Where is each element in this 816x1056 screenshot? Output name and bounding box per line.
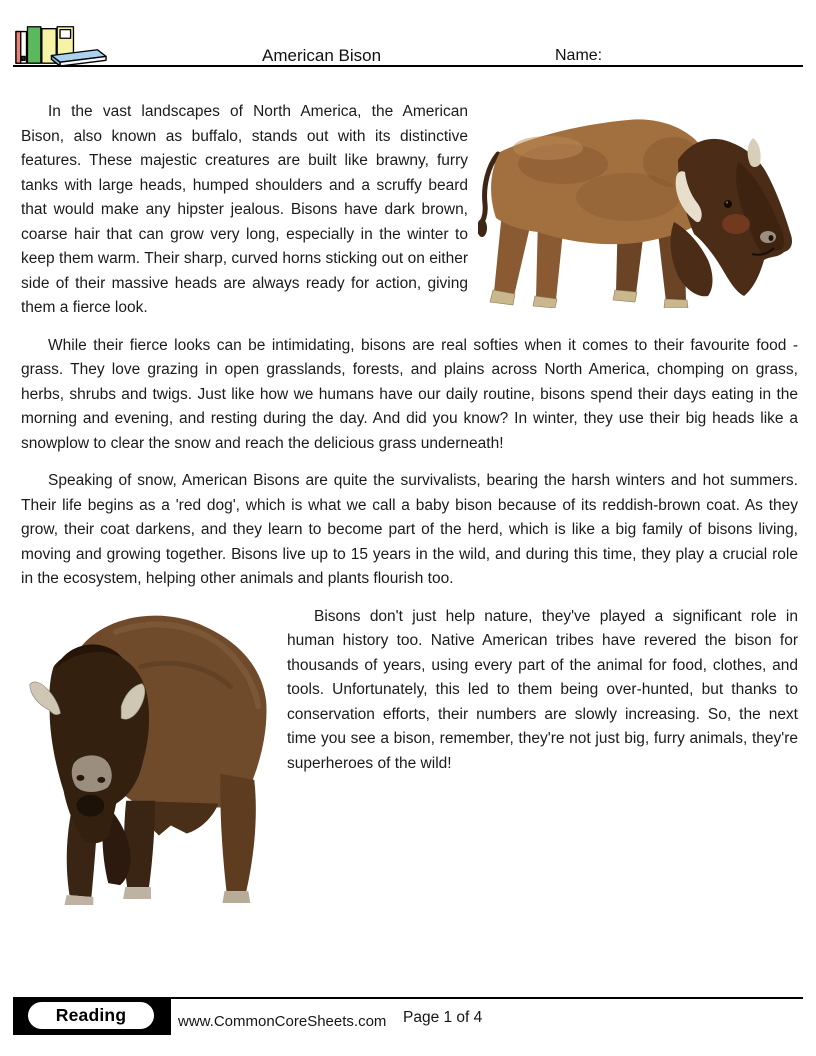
bison-side-graphic bbox=[478, 119, 792, 308]
website-link[interactable]: www.CommonCoreSheets.com bbox=[178, 1013, 387, 1030]
header-divider bbox=[13, 65, 803, 67]
page-indicator: Page 1 of 4 bbox=[403, 1009, 483, 1026]
paragraph-1-text: In the vast landscapes of North America, the American Bison, also known as buffalo, stands out with its distinctive features. These majestic creatures are built like brawny, furry tanks with large heads, humped shoulders and a scruffy beard that would make any hipster jealous. Bisons have dark brown, coarse hair that can grow very long, especially in the winter to keep them warm. Their sharp, curved horns sticking out on either side of their massive heads are always ready for action, giving them a fierce look. bbox=[21, 103, 468, 316]
name-label: Name: bbox=[555, 47, 603, 64]
page-title: American Bison bbox=[262, 46, 382, 65]
category-badge-pill bbox=[28, 1002, 154, 1029]
category-badge-label: Reading bbox=[55, 1005, 127, 1025]
paragraph-4 bbox=[21, 605, 798, 777]
paragraph-4-text: Bisons don't just help nature, they've played a significant role in human history too. Native American tribes have revered the bison for thousands of years, using every part of the animal for food, clothes, and tools. Unfortunately, this led to them being over-hunted, but thanks to conservation efforts, their numbers are slowly increasing. So, the next time you see a bison, remember, they're not just big, furry animals, they're superheroes of the wild! bbox=[287, 607, 798, 772]
paragraph-1 bbox=[21, 100, 798, 321]
books-logo-icon bbox=[13, 21, 109, 67]
paragraph-3 bbox=[21, 469, 798, 592]
paragraph-3-text: Speaking of snow, American Bisons are quite the survivalists, bearing the harsh winters and hot summers. Their life begins as a 'red dog', which is what we call a baby bison because of its reddish-brown coat. As they grow, their coat darkens, and they learn to become part of the herd, which is like a big family of bisons living, moving and growing together. Bisons live up to 15 years in the wild, and during this time, they play a crucial role in the ecosystem, helping other animals and plants flourish too. bbox=[21, 472, 798, 587]
paragraph-2-text: While their fierce looks can be intimidating, bisons are real softies when it comes to their favourite food - grass. They love grazing in open grasslands, forests, and plains across North America, chomping on grass, herbs, shrubs and twigs. Just like how we humans have our daily routine, bisons spend their days eating in the morning and evening, and resting during the day. And did you know? In winter, they use their big heads like a snowplow to clear the snow and reach the delicious grass underneath! bbox=[21, 336, 798, 452]
article bbox=[21, 100, 798, 911]
bison-side-view-image bbox=[478, 102, 798, 308]
name-entry-area[interactable] bbox=[608, 44, 802, 66]
paragraph-2 bbox=[21, 334, 798, 457]
category-badge bbox=[13, 997, 171, 1035]
bison-front-graphic bbox=[30, 615, 267, 904]
bison-front-view-image bbox=[21, 607, 271, 905]
horn-far bbox=[748, 138, 761, 167]
